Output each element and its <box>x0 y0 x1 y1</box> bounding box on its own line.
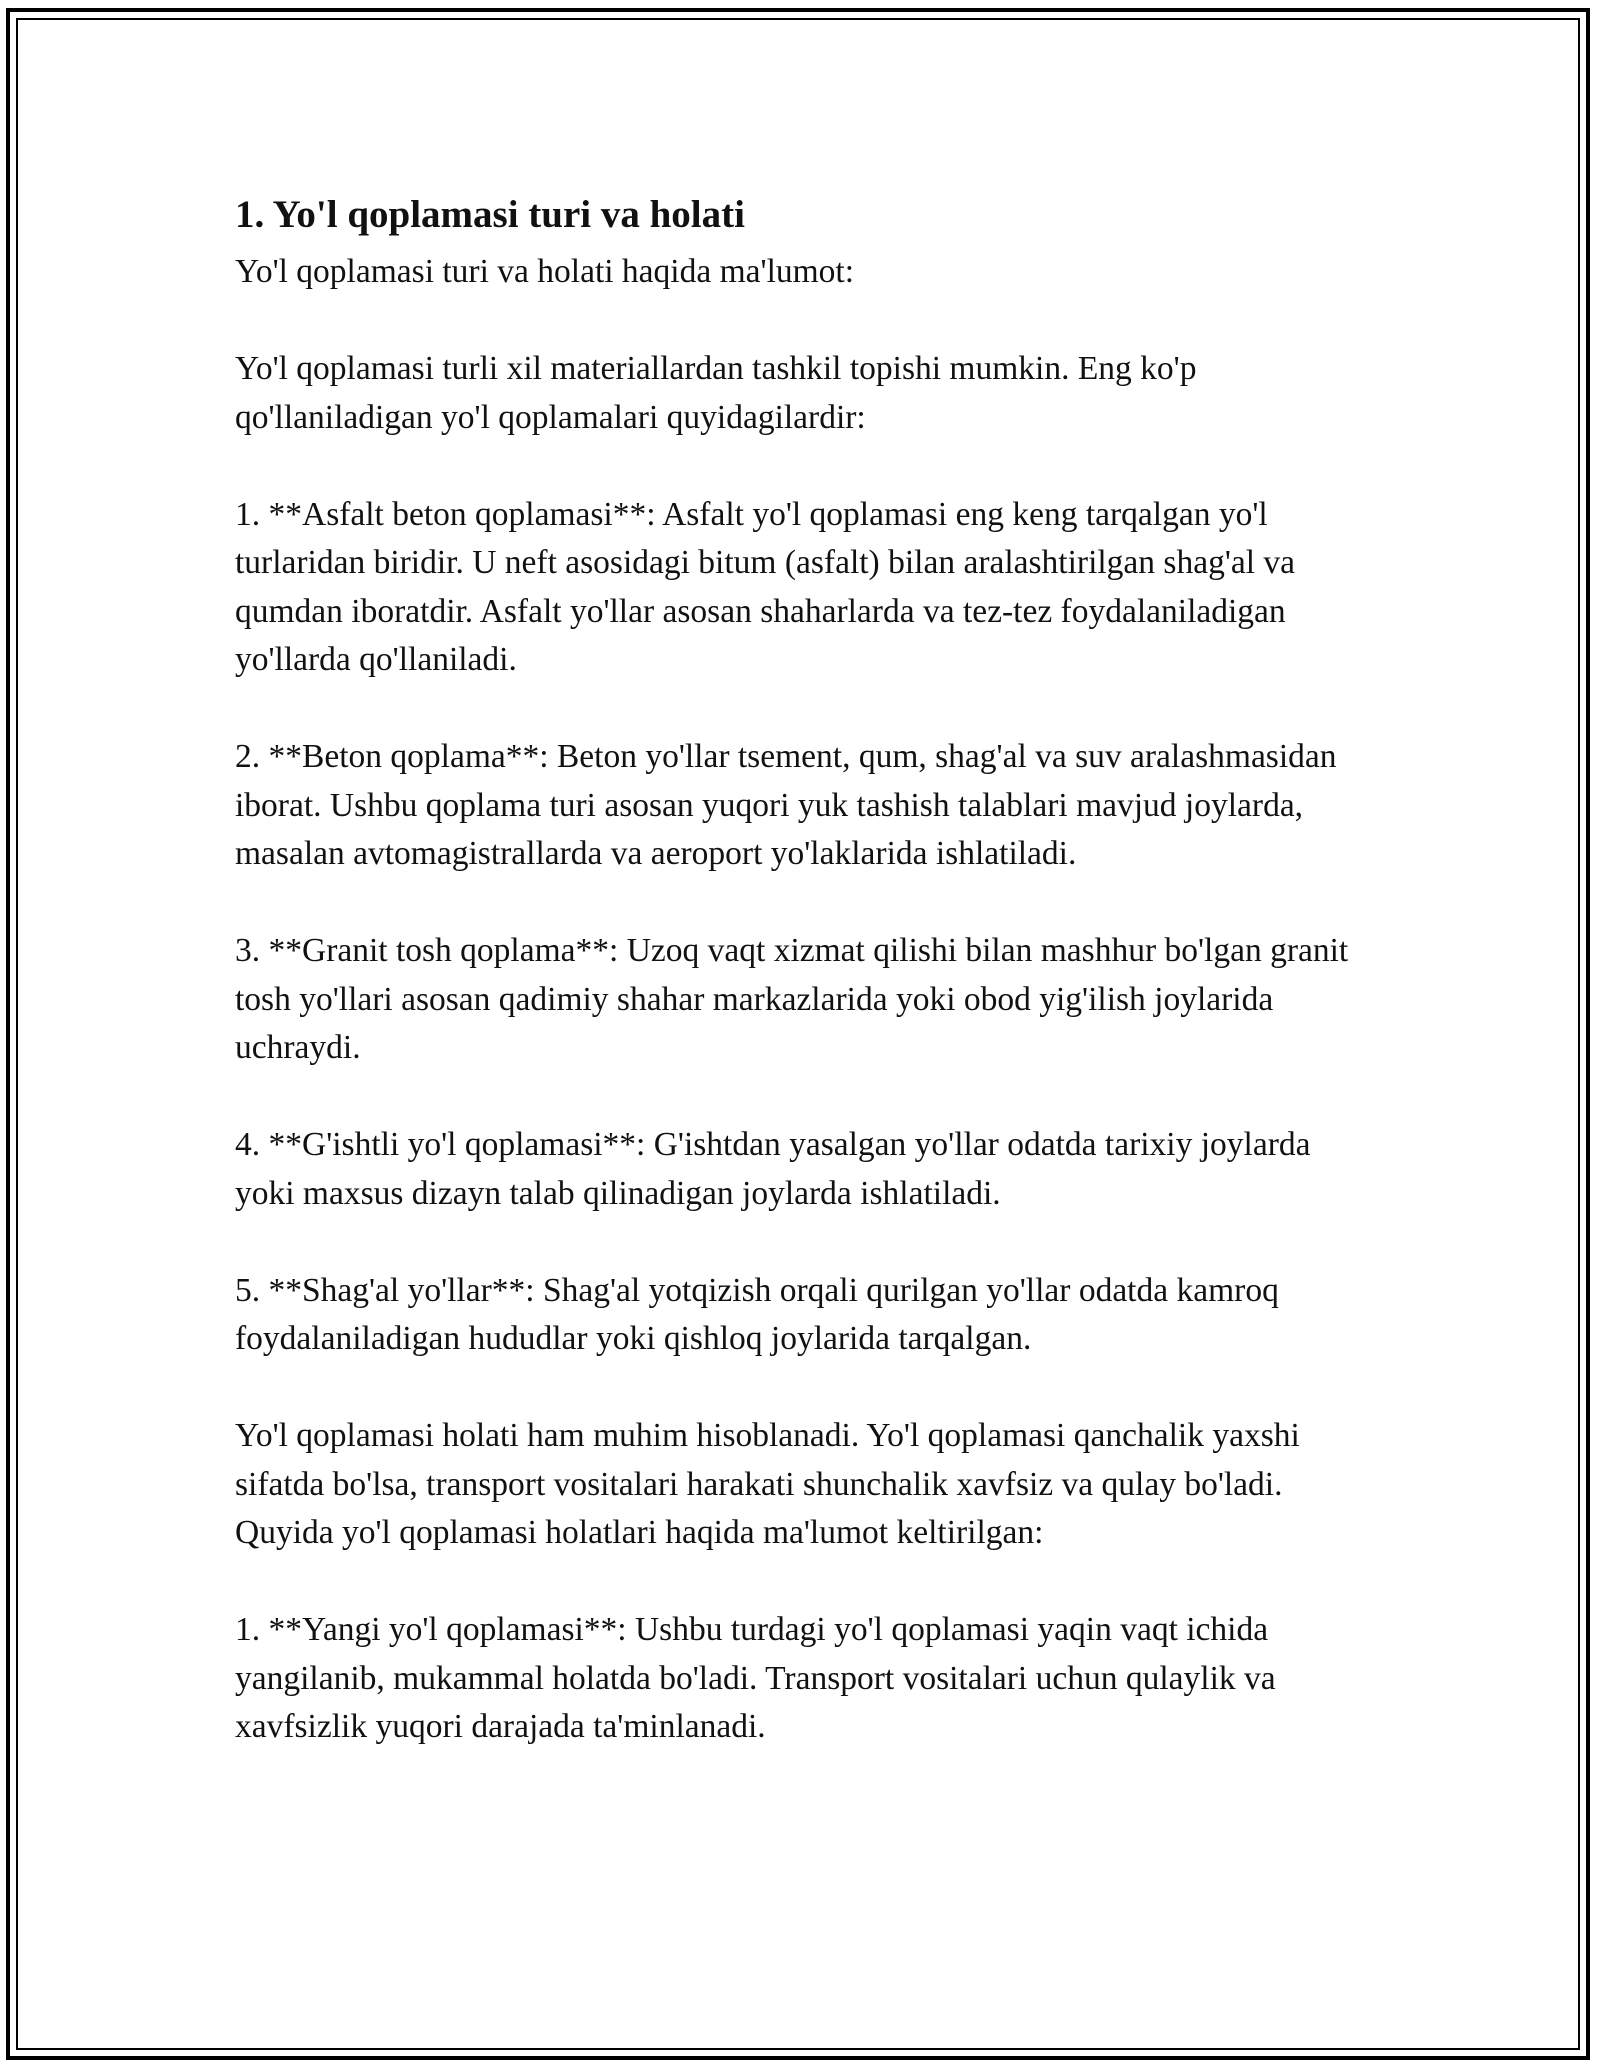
condition-paragraph: Yo'l qoplamasi holati ham muhim hisoblanadi. Yo'l qoplamasi qanchalik yaxshi sifatda bo'lsa, transport vositalari harakati shunchalik xavfsiz va qulay bo'ladi. Quyida yo'l qoplamasi holatlari haqida ma'lumot keltirilgan: <box>235 1417 1300 1551</box>
list-item-new-surface: 1. **Yangi yo'l qoplamasi**: Ushbu turdagi yo'l qoplamasi yaqin vaqt ichida yangilanib, mukammal holatda bo'ladi. Transport vositalari uchun qulaylik va xavfsizlik yuqori darajada ta'minlanadi. <box>235 1611 1276 1745</box>
list-item-brick: 4. **G'ishtli yo'l qoplamasi**: G'ishtdan yasalgan yo'llar odatda tarixiy joylarda yoki maxsus dizayn talab qilinadigan joylarda ishlatiladi. <box>235 1126 1311 1212</box>
list-item-concrete: 2. **Beton qoplama**: Beton yo'llar tsement, qum, shag'al va suv aralashmasidan iborat. Ushbu qoplama turi asosan yuqori yuk tashish talablari mavjud joylarda, masalan avtomagistrallarda va aeroport yo'laklarida ishlatiladi. <box>235 738 1337 872</box>
overview-paragraph: Yo'l qoplamasi turli xil materiallardan tashkil topishi mumkin. Eng ko'p qo'llaniladigan yo'l qoplamalari quyidagilardir: <box>235 350 1197 436</box>
intro-paragraph: Yo'l qoplamasi turi va holati haqida ma'lumot: <box>235 253 855 290</box>
document-body <box>235 182 1365 1752</box>
list-item-gravel: 5. **Shag'al yo'llar**: Shag'al yotqizish orqali qurilgan yo'llar odatda kamroq foydalaniladigan hududlar yoki qishloq joylarida tarqalgan. <box>235 1271 1279 1357</box>
list-item-granite: 3. **Granit tosh qoplama**: Uzoq vaqt xizmat qilishi bilan mashhur bo'lgan granit tosh yo'llari asosan qadimiy shahar markazlarida yoki obod yig'ilish joylarida uchraydi. <box>235 932 1349 1066</box>
list-item-asphalt: 1. **Asfalt beton qoplamasi**: Asfalt yo'l qoplamasi eng keng tarqalgan yo'l turlaridan biridir. U neft asosidagi bitum (asfalt) bilan aralashtirilgan shag'al va qumdan iboratdir. Asfalt yo'llar asosan shaharlarda va tez-tez foydalaniladigan yo'llarda qo'llaniladi. <box>235 495 1296 678</box>
document-title: 1. Yo'l qoplamasi turi va holati <box>235 193 745 236</box>
